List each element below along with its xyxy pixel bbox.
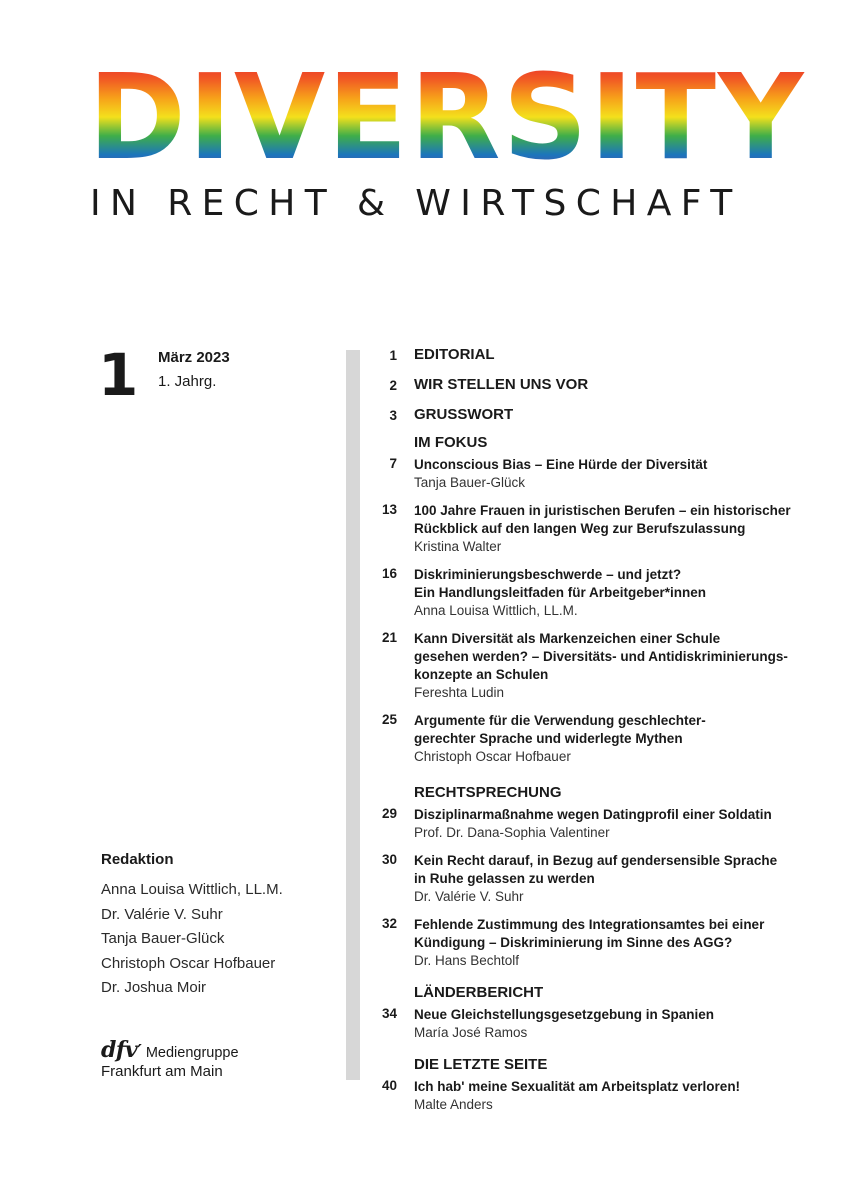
redaktion-heading: Redaktion <box>101 851 174 868</box>
article-title: 100 Jahre Frauen in juristischen Berufen – ein historischer Rückblick auf den langen Weg zur Berufszulassung <box>414 503 791 536</box>
toc-article[interactable] <box>370 502 810 556</box>
toc-editorial[interactable] <box>370 346 810 376</box>
logo-accent: ′ <box>137 1041 142 1062</box>
issue-number: 1 <box>98 341 139 409</box>
article-title: Argumente für die Verwendung geschlechter- gerechter Sprache und widerlegte Mythen <box>414 713 706 746</box>
toc-page-number: 30 <box>381 852 397 867</box>
toc-page-number: 16 <box>381 566 397 581</box>
logo-dfv: dfv <box>101 1037 138 1063</box>
toc-section-title: WIR STELLEN UNS VOR <box>414 376 589 393</box>
article-title: Unconscious Bias – Eine Hürde der Diversität <box>414 457 708 472</box>
toc-article[interactable] <box>370 712 810 766</box>
article-title: Neue Gleichstellungsgesetzgebung in Spanien <box>414 1007 715 1022</box>
article-author: Anna Louisa Wittlich, LL.M. <box>414 603 578 618</box>
table-of-contents <box>370 346 810 1114</box>
redaktion-list <box>101 878 283 1001</box>
toc-article[interactable] <box>370 1006 810 1042</box>
redaktion-member: Dr. Valérie V. Suhr <box>101 905 223 923</box>
section-heading-laenderbericht: LÄNDERBERICHT <box>414 984 544 1001</box>
article-author: Kristina Walter <box>414 539 502 554</box>
toc-page-number: 1 <box>389 348 397 363</box>
article-title: Disziplinarmaßnahme wegen Datingprofil einer Soldatin <box>414 807 772 822</box>
article-title: Fehlende Zustimmung des Integrationsamtes bei einer Kündigung – Diskriminierung im Sinne des AGG? <box>414 917 765 950</box>
section-heading-die-letzte-seite: DIE LETZTE SEITE <box>414 1056 548 1073</box>
article-title: Diskriminierungsbeschwerde – und jetzt? Ein Handlungsleitfaden für Arbeitgeber*innen <box>414 567 707 600</box>
toc-section-title: EDITORIAL <box>414 346 495 363</box>
article-author: Fereshta Ludin <box>414 685 505 700</box>
issue-year: 1. Jahrg. <box>158 373 217 390</box>
article-author: Prof. Dr. Dana-Sophia Valentiner <box>414 825 610 840</box>
publisher-logo <box>101 1037 239 1063</box>
toc-wir-stellen-uns-vor[interactable] <box>370 376 810 406</box>
article-title: Ich hab' meine Sexualität am Arbeitsplatz verloren! <box>414 1079 741 1094</box>
toc-page-number: 7 <box>389 456 397 471</box>
toc-page-number: 34 <box>381 1006 397 1021</box>
redaktion-member: Anna Louisa Wittlich, LL.M. <box>101 881 283 898</box>
toc-article[interactable] <box>370 1078 810 1114</box>
toc-page-number: 29 <box>381 806 397 821</box>
article-author: Christoph Oscar Hofbauer <box>414 749 571 764</box>
toc-grusswort[interactable] <box>370 406 810 434</box>
toc-article[interactable] <box>370 916 810 970</box>
toc-page-number: 3 <box>389 408 397 423</box>
toc-article[interactable] <box>370 630 810 702</box>
article-author: Dr. Hans Bechtolf <box>414 953 520 968</box>
toc-page-number: 13 <box>381 502 397 517</box>
logo-suffix: Mediengruppe <box>145 1045 239 1061</box>
toc-article[interactable] <box>370 806 810 842</box>
article-author: Tanja Bauer-Glück <box>414 475 526 490</box>
toc-page-number: 40 <box>381 1078 397 1093</box>
toc-article[interactable] <box>370 456 810 492</box>
toc-article[interactable] <box>370 852 810 906</box>
issue-date: März 2023 <box>158 349 230 366</box>
toc-page-number: 32 <box>381 916 397 931</box>
toc-section-title: GRUSSWORT <box>414 406 514 423</box>
redaktion-member: Tanja Bauer-Glück <box>101 930 225 947</box>
article-title: Kann Diversität als Markenzeichen einer Schule gesehen werden? – Diversitäts- und Antidiskriminierungs- konzepte an Schulen <box>414 631 788 682</box>
article-title: Kein Recht darauf, in Bezug auf gendersensible Sprache in Ruhe gelassen zu werden <box>414 853 778 886</box>
toc-article[interactable] <box>370 566 810 620</box>
toc-page-number: 2 <box>389 378 397 393</box>
article-author: Malte Anders <box>414 1097 493 1112</box>
section-heading-im-fokus: IM FOKUS <box>414 434 488 451</box>
publisher-city: Frankfurt am Main <box>101 1063 223 1080</box>
masthead-subtitle: IN RECHT & WIRTSCHAFT <box>90 183 742 224</box>
masthead-title: DIVERSITY <box>88 48 806 186</box>
article-author: María José Ramos <box>414 1025 528 1040</box>
redaktion-member: Dr. Joshua Moir <box>101 979 207 996</box>
toc-page-number: 25 <box>381 712 397 727</box>
redaktion-member: Christoph Oscar Hofbauer <box>101 954 276 972</box>
divider-bar <box>346 350 360 1080</box>
toc-page-number: 21 <box>381 630 397 645</box>
section-heading-rechtsprechung: RECHTSPRECHUNG <box>414 784 562 801</box>
article-author: Dr. Valérie V. Suhr <box>414 889 524 904</box>
